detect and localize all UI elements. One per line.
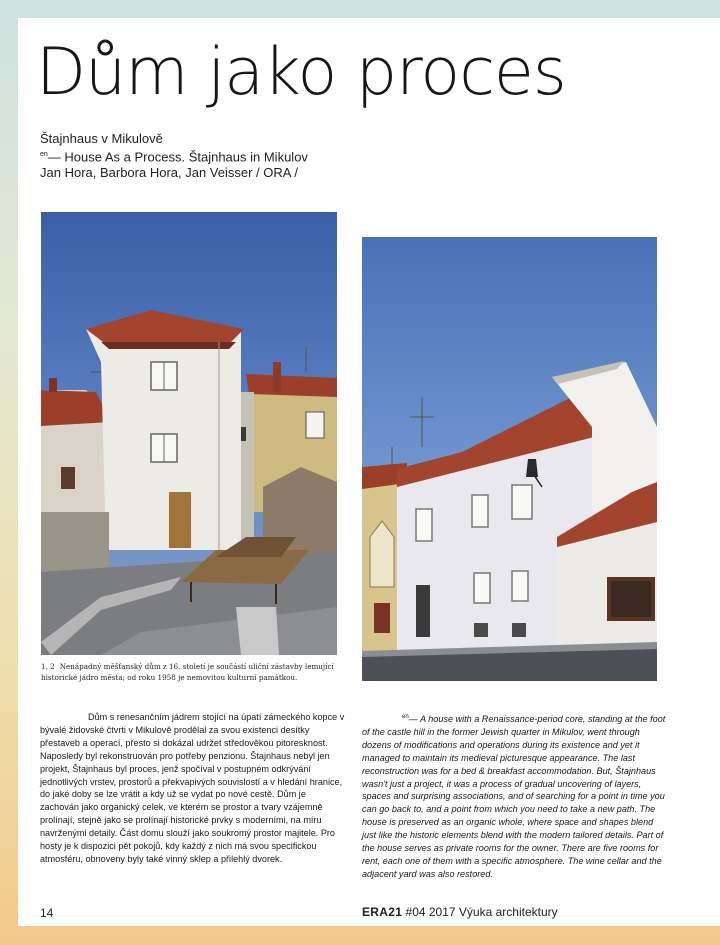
photo-street-facade [362,237,657,681]
magazine-page [18,18,720,926]
magazine-issue: #04 2017 Výuka architektury [405,905,558,919]
caption-text: Nenápadný měšťanský dům z 16. století je součástí uliční zástavby lemující historické jádro města; od roku 1958 je nemovitou kulturní památkou. [41,662,334,682]
body-text-cz [40,711,345,866]
photo-caption [41,661,341,683]
body-en-paragraph: — A house with a Renaissance-period core, standing at the foot of the castle hill in the former Jewish quarter in Mikulov, went through dozens of modifications and operations during its existence and yet it managed to maintain its medieval picturesque appearance. The last reconstruction was for a bed & breakfast accommodation. But, Štajnhaus wasn't just a project, it was a process of gradual uncovering of layers, spaces and surprising associations, and of searching for a point in time you can go back to, and a point from which you need to take a new path. The house is preserved as an organic whole, where space and shapes blend just like the historic elements blend with the modern tailored details. Part of the house serves as private rooms for the owner. There are five rooms for rent, each one of them with a specific atmosphere. The wine cellar and the adjacent yard was also restored. [362,714,666,879]
photo-courtyard [41,212,337,655]
body-en-language-mark: en [402,714,409,720]
page-title: Dům jako proces [36,35,566,110]
body-text-en [362,711,667,881]
article-authors: Jan Hora, Barbora Hora, Jan Veisser / ORA / [40,165,298,181]
en-language-mark: en [40,151,48,158]
body-cz-paragraph: Dům s renesančním jádrem stojící na úpatí zámeckého kopce v bývalé židovské čtvrti v Mikulově prodělal za svou existenci desítky přestaveb a operací, přesto si dokázal udržet středověkou pitoresknost. Naposledy byl rekonstruován pro potřeby penzionu. Štajnhaus nebyl jen projekt, Štajnhaus byl proces, jenž spočíval v postupném odkrývání jednotlivých vrstev, prostorů a překvapivých souvislostí a v hledání hranice, do jaké doby se lze vrátit a kdy už se vydat po nové cestě. Dům je zachován jako organický celek, ve kterém se prostor a tvary vzájemně prolínají, stejně jako se prolínají historické prvky s moderními, na míru navrženými detaily. Část domu slouží jako soukromý prostor majitele. Pro hosty je k dispozici pět pokojů, kdy každý z nich má svou specifickou atmosféru, obnoveny byly také vinný sklep a přilehlý dvorek. [40,712,345,864]
page-number: 14 [40,906,54,920]
subtitle-cz: Štajnhaus v Mikulově [40,131,163,146]
subtitle-en-line [40,147,308,165]
magazine-footer [362,905,558,919]
subtitle-en: — House As a Process. Štajnhaus in Mikulov [47,149,308,165]
article-subtitle [40,131,308,181]
caption-number: 1, 2 [41,662,55,671]
magazine-brand: ERA21 [362,905,403,919]
